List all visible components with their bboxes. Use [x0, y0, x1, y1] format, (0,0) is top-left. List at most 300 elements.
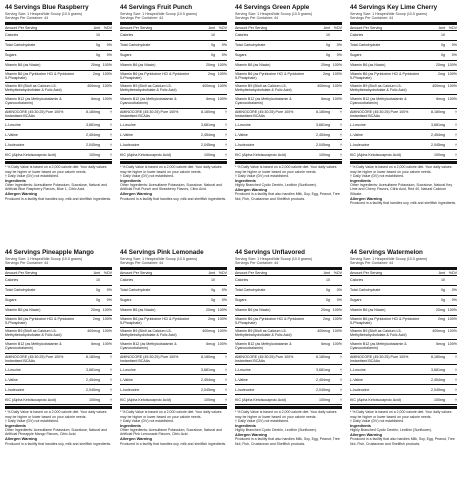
- nutrient-dv: †: [225, 367, 227, 372]
- nutrient-amount: 8,180mg: [86, 354, 100, 359]
- nutrient-amount: 2mg: [438, 72, 445, 77]
- nutrient-name: Vitamin B6 (as Pyridoxine HCl & Pyridoxine 5-Phosphate): [350, 72, 420, 81]
- nutrient-amount: 2mg: [93, 72, 100, 77]
- nutrient-row: [350, 71, 457, 83]
- thick-divider: [235, 267, 342, 270]
- nutrient-dv: †: [110, 354, 112, 359]
- nutrient-name: KIC (Alpha Ketoisocaproic Acid): [120, 397, 171, 402]
- nutrient-amount: 8,180mg: [316, 354, 330, 359]
- nutrient-dv: 100%: [447, 96, 457, 101]
- nutrient-row: [5, 306, 112, 316]
- nutrient-row: [235, 316, 342, 328]
- nutrient-name: Vitamin B6 (as Pyridoxine HCl & Pyridoxine 5-Phosphate): [120, 317, 190, 326]
- servings-per-container: Servings Per Container: 44: [120, 261, 164, 266]
- serving-size: Serving Size: 1 Heaped/Idle Scoop (10.5 grams): [235, 257, 313, 261]
- nutrient-row: [350, 51, 457, 61]
- nutrient-name: Calories: [350, 33, 364, 38]
- nutrient-amount: 0g: [326, 288, 330, 293]
- nutrient-amount: 400mcg: [432, 83, 445, 88]
- nutrient-row: [5, 140, 112, 150]
- nutrient-dv: 100%: [217, 341, 227, 346]
- nutrient-amount: 20mg: [321, 308, 330, 313]
- nutrient-dv: 100%: [447, 341, 457, 346]
- nutrient-name: L-Isoleucine: [350, 387, 370, 392]
- daily-value-footnote: * % Daily Value is based on a 2,000 calorie diet. Your daily values may be higher or lower based on your calorie needs.: [120, 410, 222, 419]
- nutrient-name: L-Isoleucine: [5, 387, 25, 392]
- nutrient-row: [5, 41, 112, 51]
- nutrient-amount: 10: [326, 278, 330, 283]
- nutrient-row: [235, 140, 342, 150]
- nutrient-name: Vitamin B6 (as Pyridoxine HCl & Pyridoxine 5-Phosphate): [5, 317, 75, 326]
- nutrient-amount: 6mcg: [436, 341, 445, 346]
- panel-title: 44 Servings Unflavored: [235, 249, 305, 256]
- nutrient-dv: †: [225, 152, 227, 157]
- thick-divider: [235, 161, 342, 164]
- nutrient-amount: 2mg: [323, 72, 330, 77]
- nutrient-name: Vitamin B9 (Bio9 as Calcium L5-Methyltetrahydrofolate & Folic Acid): [120, 83, 177, 93]
- nutrient-row: [120, 109, 227, 121]
- allergen-text: Produced in a facility that handles soy, milk and shellfish ingredients.: [120, 196, 227, 201]
- nutrient-row: [350, 354, 457, 366]
- nutrient-row: [350, 120, 457, 130]
- allergen-text: Produced in a facility that handles soy, milk and shellfish ingredients.: [120, 441, 227, 446]
- nutrient-row: [235, 296, 342, 306]
- nutrient-name: Calories: [235, 278, 249, 283]
- nutrient-dv: 100%: [102, 317, 112, 322]
- nutrient-row: [235, 395, 342, 405]
- nutrient-name: AMINOCORE (45:30:25) Pure 100% Instantised BCAAs: [350, 109, 409, 119]
- nutrient-amount: 20mg: [206, 63, 215, 68]
- nutrient-dv: 0%: [106, 288, 112, 293]
- nutrient-row: [5, 385, 112, 395]
- allergen-text: Produced in a facility that handles soy, milk and shellfish ingredients.: [5, 441, 112, 446]
- daily-value-footnote: * % Daily Value is based on a 2,000 calorie diet. Your daily values may be higher or lower based on your calorie needs.: [350, 165, 452, 174]
- ingredients-text: Other Ingredients: Acesulfame Potassium, Sucralose, Natural and Artificial Pineapple Mango Flavors, Citric Acid.: [5, 428, 107, 437]
- dv-column-label: %DV: [103, 270, 112, 275]
- nutrient-row: [350, 385, 457, 395]
- nutrient-row: [5, 130, 112, 140]
- nutrient-row: [350, 61, 457, 71]
- thick-divider: [120, 161, 227, 164]
- nutrient-amount: 2mg: [438, 317, 445, 322]
- nutrient-row: [5, 109, 112, 121]
- thick-divider: [350, 406, 457, 409]
- nutrient-row: [350, 286, 457, 296]
- nutrient-amount: 0g: [211, 298, 215, 303]
- nutrient-dv: 0%: [336, 43, 342, 48]
- ingredients-heading: Ingredients: [235, 177, 256, 183]
- nutrient-amount: 400mcg: [202, 83, 215, 88]
- nutrient-amount: 10: [441, 33, 445, 38]
- amount-per-serving-label: Amount Per Serving: [120, 270, 153, 275]
- nutrient-dv: †: [225, 387, 227, 392]
- nutrient-row: [120, 130, 227, 140]
- nutrient-name: KIC (Alpha Ketoisocaproic Acid): [350, 152, 401, 157]
- dv-not-established-note: † Daily Value (DV) not established.: [350, 419, 405, 423]
- nutrient-dv: 100%: [102, 72, 112, 77]
- nutrient-name: Calories: [120, 33, 134, 38]
- nutrient-name: L-Isoleucine: [120, 387, 140, 392]
- ingredients-text: Other Ingredients: Acesulfame Potassium, Sucralose, Natural and Artificial Blue Raspberry Flavors, Blue 1, Citric Acid.: [5, 183, 107, 192]
- nutrient-dv: 100%: [332, 328, 342, 333]
- panel-footer: [350, 410, 457, 446]
- nutrient-amount: 2,454mg: [316, 132, 330, 137]
- nutrient-dv: 0%: [451, 53, 457, 58]
- serving-size: Serving Size: 1 Heaped/Idle Scoop (10.5 grams): [120, 257, 198, 261]
- nutrient-dv: †: [225, 397, 227, 402]
- allergen-heading: Allergen Warning: [350, 432, 383, 438]
- nutrient-name: L-Leucine: [350, 122, 366, 127]
- nutrient-row: [120, 306, 227, 316]
- nutrient-dv: 100%: [102, 328, 112, 333]
- nutrient-row: [350, 316, 457, 328]
- nutrient-name: Vitamin B6 (as Niacin): [235, 63, 271, 68]
- nutrient-name: AMINOCORE (45:30:25) Pure 100% Instantised BCAAs: [120, 354, 179, 364]
- nutrition-panel: [232, 2, 345, 245]
- amount-column-label: Amt: [93, 270, 100, 275]
- nutrient-row: [350, 276, 457, 286]
- nutrient-amount: 6mcg: [206, 341, 215, 346]
- thick-divider: [120, 22, 227, 25]
- nutrient-amount: 10: [441, 278, 445, 283]
- nutrient-name: Sugars: [5, 53, 17, 58]
- nutrient-row: [5, 286, 112, 296]
- amount-per-serving-label: Amount Per Serving: [120, 25, 153, 30]
- nutrient-name: L-Leucine: [120, 122, 136, 127]
- nutrient-amount: 100mg: [434, 397, 445, 402]
- dv-not-established-note: † Daily Value (DV) not established.: [120, 419, 175, 423]
- ingredients-heading: Ingredients: [5, 422, 26, 428]
- amount-per-serving-label: Amount Per Serving: [350, 270, 383, 275]
- nutrient-name: Calories: [5, 33, 19, 38]
- nutrient-name: Total Carbohydrate: [120, 43, 151, 48]
- nutrient-amount: 0g: [441, 53, 445, 58]
- nutrient-name: Sugars: [235, 298, 247, 303]
- nutrient-row: [120, 375, 227, 385]
- allergen-heading: Allergen Warning: [350, 195, 383, 201]
- servings-per-container: Servings Per Container: 44: [350, 261, 394, 266]
- nutrient-name: L-Valine: [120, 132, 133, 137]
- nutrient-dv: 100%: [102, 83, 112, 88]
- nutrient-dv: 100%: [217, 317, 227, 322]
- nutrient-dv: 100%: [102, 63, 112, 68]
- nutrient-amount: 3,681mg: [316, 367, 330, 372]
- nutrient-amount: 400mcg: [87, 328, 100, 333]
- nutrient-dv: 100%: [332, 341, 342, 346]
- nutrient-amount: 2,454mg: [316, 377, 330, 382]
- nutrient-amount: 2,454mg: [201, 132, 215, 137]
- nutrient-name: Total Carbohydrate: [235, 288, 266, 293]
- nutrient-dv: †: [455, 387, 457, 392]
- nutrient-row: [120, 41, 227, 51]
- daily-value-footnote: * % Daily Value is based on a 2,000 calorie diet. Your daily values may be higher or lower based on your calorie needs.: [235, 410, 337, 419]
- nutrient-dv: †: [455, 367, 457, 372]
- nutrient-name: Vitamin B12 (as Methylcobalamin & Cyanocobalamin): [120, 341, 177, 351]
- nutrient-dv: 0%: [221, 43, 227, 48]
- ingredients-heading: Ingredients: [350, 422, 371, 428]
- nutrient-name: Sugars: [120, 53, 132, 58]
- nutrient-dv: †: [225, 122, 227, 127]
- amount-column-label: Amt: [93, 25, 100, 30]
- nutrient-dv: 0%: [106, 53, 112, 58]
- nutrient-amount: 10: [96, 33, 100, 38]
- nutrient-amount: 100mg: [204, 152, 215, 157]
- amount-column-label: Amt: [438, 25, 445, 30]
- nutrient-row: [350, 395, 457, 405]
- nutrient-name: Vitamin B12 (as Methylcobalamin & Cyanocobalamin): [350, 341, 407, 351]
- nutrient-name: Vitamin B6 (as Pyridoxine HCl & Pyridoxine 5-Phosphate): [350, 317, 420, 326]
- nutrient-name: AMINOCORE (45:30:25) Pure 100% Instantised BCAAs: [235, 109, 294, 119]
- nutrient-dv: †: [110, 142, 112, 147]
- nutrient-dv: 100%: [447, 308, 457, 313]
- nutrient-dv: †: [340, 142, 342, 147]
- nutrient-row: [350, 95, 457, 109]
- nutrient-amount: 0g: [441, 298, 445, 303]
- nutrient-dv: †: [110, 152, 112, 157]
- nutrient-amount: 6mcg: [206, 96, 215, 101]
- panel-footer: [235, 165, 342, 201]
- nutrient-name: L-Leucine: [235, 367, 251, 372]
- nutrient-amount: 400mcg: [432, 328, 445, 333]
- nutrient-amount: 2mg: [208, 317, 215, 322]
- nutrient-name: L-Isoleucine: [235, 387, 255, 392]
- nutrient-amount: 3,681mg: [201, 122, 215, 127]
- nutrient-row: [5, 340, 112, 354]
- nutrient-amount: 6mcg: [436, 96, 445, 101]
- nutrient-dv: †: [110, 122, 112, 127]
- nutrient-dv: 100%: [217, 72, 227, 77]
- serving-size: Serving Size: 1 Heaped/Idle Scoop (10.5 grams): [5, 12, 83, 16]
- nutrient-dv: †: [340, 152, 342, 157]
- ingredients-heading: Ingredients: [120, 422, 141, 428]
- dv-column-label: %DV: [448, 270, 457, 275]
- nutrient-dv: †: [225, 109, 227, 114]
- nutrient-dv: †: [455, 377, 457, 382]
- nutrient-row: [5, 395, 112, 405]
- serving-size: Serving Size: 1 Heaped/Idle Scoop (10.5 grams): [5, 257, 83, 261]
- servings-per-container: Servings Per Container: 44: [5, 16, 49, 21]
- nutrient-dv: 0%: [221, 288, 227, 293]
- nutrient-row: [235, 354, 342, 366]
- nutrient-amount: 0g: [326, 43, 330, 48]
- nutrient-row: [120, 95, 227, 109]
- allergen-heading: Allergen Warning: [120, 191, 153, 197]
- nutrient-row: [350, 140, 457, 150]
- nutrient-amount: 0g: [326, 53, 330, 58]
- nutrient-name: Total Carbohydrate: [120, 288, 151, 293]
- nutrient-dv: 0%: [221, 53, 227, 58]
- nutrient-amount: 0g: [96, 298, 100, 303]
- nutrient-name: Vitamin B6 (as Niacin): [120, 308, 156, 313]
- nutrient-amount: 10: [211, 33, 215, 38]
- nutrient-amount: 10: [211, 278, 215, 283]
- nutrient-dv: 100%: [447, 328, 457, 333]
- nutrient-amount: 2,045mg: [201, 387, 215, 392]
- nutrient-dv: †: [225, 132, 227, 137]
- nutrient-amount: 6mcg: [91, 341, 100, 346]
- ingredients-text: Other Ingredients: Acesulfame Potassium, Sucralose, Natural and Artificial Pink Lemonade Flavors, Citric Acid.: [120, 428, 222, 437]
- nutrient-dv: 100%: [332, 83, 342, 88]
- nutrient-amount: 0g: [211, 53, 215, 58]
- nutrient-dv: 100%: [332, 317, 342, 322]
- nutrient-row: [120, 340, 227, 354]
- nutrient-dv: 0%: [221, 298, 227, 303]
- dv-column-label: %DV: [333, 25, 342, 30]
- nutrient-amount: 6mcg: [91, 96, 100, 101]
- panel-footer: [5, 410, 112, 446]
- amount-per-serving-label: Amount Per Serving: [235, 25, 268, 30]
- panel-footer: [235, 410, 342, 446]
- nutrient-amount: 2,454mg: [86, 377, 100, 382]
- dv-not-established-note: † Daily Value (DV) not established.: [350, 174, 405, 178]
- nutrient-amount: 2,454mg: [201, 377, 215, 382]
- nutrient-dv: †: [455, 109, 457, 114]
- nutrient-row: [235, 130, 342, 140]
- nutrient-amount: 8,180mg: [86, 109, 100, 114]
- serving-size: Serving Size: 1 Heaped/Idle Scoop (10.5 grams): [350, 12, 428, 16]
- nutrient-amount: 20mg: [436, 63, 445, 68]
- nutrient-row: [120, 286, 227, 296]
- daily-value-footnote: * % Daily Value is based on a 2,000 calorie diet. Your daily values may be higher or lower based on your calorie needs.: [5, 410, 107, 419]
- nutrient-amount: 6mcg: [321, 96, 330, 101]
- nutrient-amount: 2,045mg: [201, 142, 215, 147]
- thick-divider: [120, 267, 227, 270]
- dv-column-label: %DV: [103, 25, 112, 30]
- panel-footer: [120, 165, 227, 201]
- nutrient-row: [235, 109, 342, 121]
- nutrient-dv: 100%: [217, 63, 227, 68]
- nutrient-name: L-Valine: [350, 132, 363, 137]
- nutrient-name: L-Valine: [350, 377, 363, 382]
- ingredients-text: Other Ingredients: Acesulfame Potassium, Sucralose, Natural Key Lime and Cherry Flavors, Citric Acid, Red 40, Natural Calcium Silicate.: [350, 183, 453, 196]
- nutrient-dv: †: [340, 354, 342, 359]
- nutrient-name: Vitamin B9 (Bio9 as Calcium L5-Methyltetrahydrofolate & Folic Acid): [5, 83, 62, 93]
- nutrient-row: [235, 286, 342, 296]
- nutrient-dv: †: [455, 354, 457, 359]
- nutrient-amount: 400mcg: [317, 328, 330, 333]
- nutrient-amount: 100mg: [204, 397, 215, 402]
- servings-per-container: Servings Per Container: 44: [5, 261, 49, 266]
- nutrient-amount: 2,454mg: [86, 132, 100, 137]
- nutrient-amount: 8,180mg: [431, 354, 445, 359]
- nutrient-amount: 100mg: [434, 152, 445, 157]
- dv-not-established-note: † Daily Value (DV) not established.: [5, 174, 60, 178]
- nutrition-panel: [2, 2, 115, 245]
- amount-column-label: Amt: [323, 25, 330, 30]
- nutrient-name: Vitamin B9 (Bio9 as Calcium L5-Methyltetrahydrofolate & Folic Acid): [235, 83, 292, 93]
- nutrient-row: [120, 385, 227, 395]
- nutrient-name: KIC (Alpha Ketoisocaproic Acid): [235, 152, 286, 157]
- nutrient-amount: 3,681mg: [431, 122, 445, 127]
- nutrient-name: L-Isoleucine: [235, 142, 255, 147]
- nutrient-name: Vitamin B6 (as Pyridoxine HCl & Pyridoxine 5-Phosphate): [5, 72, 75, 81]
- nutrient-row: [235, 328, 342, 340]
- nutrient-name: Sugars: [235, 53, 247, 58]
- nutrient-row: [235, 95, 342, 109]
- nutrient-dv: 100%: [217, 83, 227, 88]
- thick-divider: [350, 161, 457, 164]
- nutrient-dv: 0%: [336, 298, 342, 303]
- nutrient-amount: 2,045mg: [431, 387, 445, 392]
- nutrient-row: [350, 306, 457, 316]
- amount-column-label: Amt: [438, 270, 445, 275]
- nutrient-name: L-Leucine: [120, 367, 136, 372]
- nutrient-name: Calories: [120, 278, 134, 283]
- nutrient-dv: 100%: [447, 63, 457, 68]
- nutrient-row: [350, 296, 457, 306]
- thick-divider: [120, 406, 227, 409]
- nutrient-dv: 100%: [447, 83, 457, 88]
- panel-footer: [5, 165, 112, 201]
- allergen-heading: Allergen Warning: [5, 191, 38, 197]
- ingredients-heading: Ingredients: [120, 177, 141, 183]
- servings-per-container: Servings Per Container: 44: [235, 261, 279, 266]
- nutrient-dv: 100%: [332, 63, 342, 68]
- daily-value-footnote: * % Daily Value is based on a 2,000 calorie diet. Your daily values may be higher or lower based on your calorie needs.: [235, 165, 337, 174]
- nutrient-name: Vitamin B9 (Bio9 as Calcium L5-Methyltetrahydrofolate & Folic Acid): [5, 328, 62, 338]
- nutrient-amount: 3,681mg: [431, 367, 445, 372]
- nutrient-amount: 2,454mg: [431, 132, 445, 137]
- nutrient-name: AMINOCORE (45:30:25) Pure 100% Instantised BCAAs: [120, 109, 179, 119]
- ingredients-heading: Ingredients: [5, 177, 26, 183]
- dv-column-label: %DV: [333, 270, 342, 275]
- nutrient-name: KIC (Alpha Ketoisocaproic Acid): [5, 397, 56, 402]
- nutrient-amount: 0g: [211, 288, 215, 293]
- nutrient-dv: 100%: [217, 328, 227, 333]
- nutrient-name: L-Isoleucine: [5, 142, 25, 147]
- nutrient-dv: †: [340, 367, 342, 372]
- nutrient-row: [235, 340, 342, 354]
- nutrient-name: L-Isoleucine: [120, 142, 140, 147]
- nutrient-dv: †: [340, 387, 342, 392]
- nutrient-dv: 0%: [106, 298, 112, 303]
- nutrient-amount: 2,045mg: [431, 142, 445, 147]
- nutrient-dv: †: [110, 109, 112, 114]
- nutrient-row: [5, 375, 112, 385]
- thick-divider: [235, 22, 342, 25]
- nutrient-dv: 0%: [106, 43, 112, 48]
- nutrient-row: [350, 130, 457, 140]
- nutrient-amount: 3,681mg: [86, 122, 100, 127]
- nutrient-row: [120, 354, 227, 366]
- nutrient-amount: 0g: [441, 288, 445, 293]
- nutrient-row: [5, 120, 112, 130]
- nutrient-row: [350, 328, 457, 340]
- serving-size: Serving Size: 1 Heaped/Idle Scoop (10.5 grams): [235, 12, 313, 16]
- nutrient-amount: 20mg: [321, 63, 330, 68]
- nutrient-row: [350, 83, 457, 95]
- nutrient-name: L-Valine: [5, 132, 18, 137]
- nutrient-dv: †: [110, 377, 112, 382]
- panel-title: 44 Servings Pink Lemonade: [120, 249, 204, 256]
- nutrient-amount: 8,180mg: [201, 354, 215, 359]
- nutrient-amount: 2mg: [93, 317, 100, 322]
- nutrient-row: [5, 365, 112, 375]
- allergen-text: Produced in a facility that also handles Milk, Soy, Egg, Peanut, Tree Nut, Fish, Crustacean and Shellfish products.: [350, 437, 455, 446]
- nutrient-name: Vitamin B9 (Bio9 as Calcium L5-Methyltetrahydrofolate & Folic Acid): [350, 328, 407, 338]
- nutrient-name: Vitamin B12 (as Methylcobalamin & Cyanocobalamin): [235, 341, 292, 351]
- nutrient-row: [120, 120, 227, 130]
- nutrient-amount: 10: [96, 278, 100, 283]
- nutrient-dv: 100%: [217, 96, 227, 101]
- nutrient-dv: †: [340, 397, 342, 402]
- thick-divider: [5, 161, 112, 164]
- amount-column-label: Amt: [208, 270, 215, 275]
- ingredients-text: Highly Branched Cyclic Dextrin, Lecithin (Sunflower).: [350, 428, 432, 433]
- dv-column-label: %DV: [218, 270, 227, 275]
- dv-column-label: %DV: [218, 25, 227, 30]
- nutrient-dv: †: [340, 132, 342, 137]
